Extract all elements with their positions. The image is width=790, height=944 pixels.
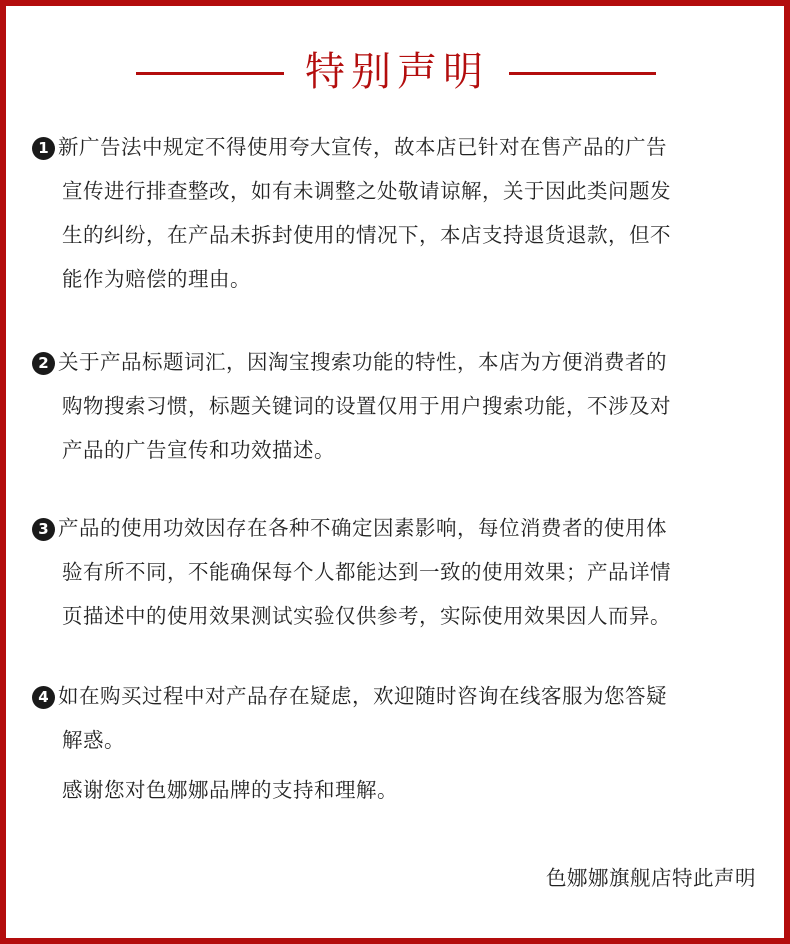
item-text-line: 关于产品标题词汇，因淘宝搜索功能的特性，本店为方便消费者的 [58,350,667,374]
statement-item-1 [32,125,762,301]
item-text-line: 能作为赔偿的理由。 [62,267,251,291]
item-text-line: 如在购买过程中对产品存在疑虑，欢迎随时咨询在线客服为您答疑 [58,684,667,708]
title-rule-right [509,72,656,75]
item-text-line: 生的纠纷，在产品未拆封使用的情况下，本店支持退货退款，但不 [62,223,671,247]
item-text-line: 新广告法中规定不得使用夸大宣传，故本店已针对在售产品的广告 [58,135,667,159]
item-text-line: 宣传进行排查整改，如有未调整之处敬请谅解，关于因此类问题发 [62,179,671,203]
statement-sheet [6,6,784,938]
item-text-line: 验有所不同，不能确保每个人都能达到一致的使用效果；产品详情 [62,560,671,584]
statement-item-2 [32,340,762,472]
number-badge: 4 [32,686,55,709]
number-badge: 2 [32,352,55,375]
statement-item-4 [32,674,762,762]
statement-item-3 [32,506,762,638]
item-text-line: 页描述中的使用效果测试实验仅供参考，实际使用效果因人而异。 [62,604,671,628]
signature: 色娜娜旗舰店特此声明 [546,866,756,890]
title-rule-left [136,72,284,75]
item-text-line: 解惑。 [62,728,125,752]
number-badge: 1 [32,137,55,160]
title-row [6,44,784,104]
item-text-line: 产品的使用功效因存在各种不确定因素影响，每位消费者的使用体 [58,516,667,540]
thanks-note: 感谢您对色娜娜品牌的支持和理解。 [62,778,398,802]
number-badge: 3 [32,518,55,541]
item-text-line: 购物搜索习惯，标题关键词的设置仅用于用户搜索功能，不涉及对 [62,394,671,418]
item-text-line: 产品的广告宣传和功效描述。 [62,438,335,462]
page-title: 特别声明 [305,49,489,95]
